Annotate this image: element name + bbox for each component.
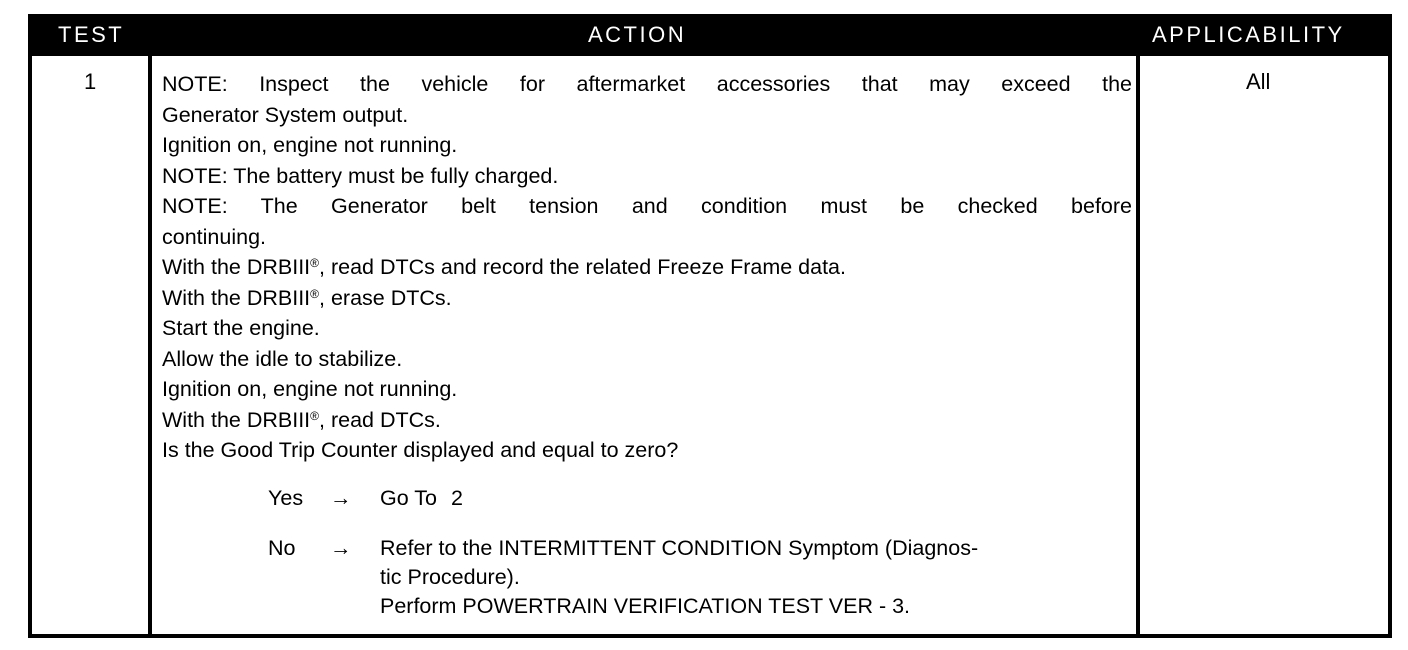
column-divider-test [148, 56, 152, 634]
table-header [28, 14, 1392, 56]
action-line: Is the Good Trip Counter displayed and equal to zero? [162, 438, 679, 462]
no-result-text [380, 534, 1132, 621]
test-number: 1 [84, 69, 97, 94]
yes-label: Yes [268, 486, 304, 510]
column-divider-applicability [1136, 56, 1140, 634]
header-test: TEST [58, 22, 125, 47]
diagnostic-table [28, 14, 1392, 638]
applicability-value: All [1246, 69, 1271, 94]
action-line: Generator System output. [162, 102, 409, 127]
no-result-line: Refer to the INTERMITTENT CONDITION Symptom (Diagnos- [380, 536, 979, 560]
action-line: Ignition on, engine not running. [162, 133, 458, 157]
go-to-step: 2 [450, 486, 463, 510]
go-to-label: Go To [380, 486, 437, 510]
action-text-part: With the DRBIII [162, 255, 311, 279]
action-text-part: With the DRBIII [162, 285, 311, 310]
action-text-part: , erase DTCs. [319, 285, 452, 310]
action-text-part: , read DTCs. [319, 407, 441, 432]
action-line: NOTE: The battery must be fully charged. [162, 163, 559, 188]
action-line: NOTE: Inspect the vehicle for aftermarket accessories that may exceed the [162, 72, 1132, 96]
header-applicability: APPLICABILITY [1152, 22, 1345, 47]
action-line [162, 405, 1132, 436]
action-line: continuing. [162, 224, 266, 249]
action-line: Ignition on, engine not running. [162, 377, 458, 401]
action-line [162, 283, 1132, 314]
registered-mark: ® [310, 256, 319, 270]
action-text-part: With the DRBIII [162, 407, 311, 432]
registered-mark: ® [310, 408, 319, 423]
no-arrow-icon: → [330, 536, 352, 560]
action-line: NOTE: The Generator belt tension and condition must be checked before [162, 194, 1132, 218]
registered-mark: ® [310, 286, 319, 301]
action-line: Allow the idle to stabilize. [162, 346, 403, 371]
yes-result-text [380, 484, 1132, 513]
action-line [162, 252, 1132, 283]
yes-arrow-icon: → [330, 486, 352, 510]
no-result-line: Perform POWERTRAIN VERIFICATION TEST VER - 3. [380, 594, 911, 618]
action-text-part: , read DTCs and record the related Freeze Frame data. [319, 255, 846, 279]
action-text [162, 69, 1132, 466]
no-label: No [268, 536, 296, 560]
action-line: Start the engine. [162, 316, 320, 340]
no-result-line: tic Procedure). [380, 565, 520, 589]
header-action: ACTION [588, 22, 687, 47]
